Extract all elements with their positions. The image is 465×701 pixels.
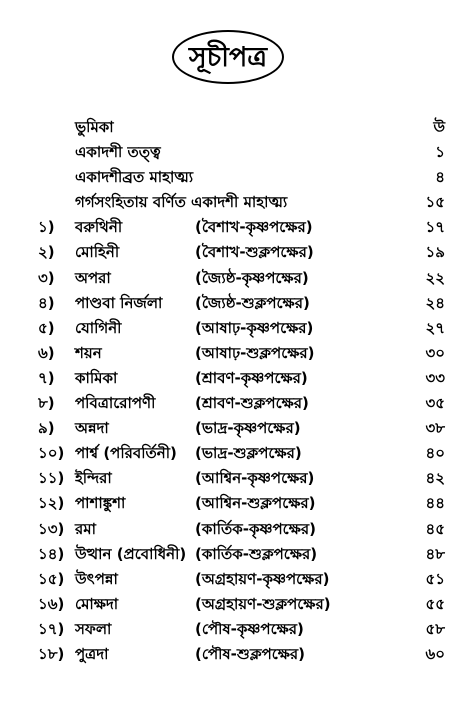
toc-number: ১২) bbox=[38, 494, 65, 513]
toc-number: ১৩) bbox=[38, 519, 65, 538]
toc-number: ১০) bbox=[38, 444, 65, 463]
toc-row-front-1[interactable] bbox=[0, 140, 465, 165]
toc-ekadashi-name: রমা bbox=[75, 519, 96, 538]
toc-number: ৫) bbox=[38, 318, 55, 337]
toc-fortnight: (জ্যৈষ্ঠ-কৃষ্ণপক্ষের) bbox=[195, 268, 309, 287]
toc-number: ১) bbox=[38, 218, 55, 237]
toc-row-4[interactable] bbox=[0, 291, 465, 316]
toc-fortnight: (অগ্রহায়ণ-শুক্লপক্ষের) bbox=[195, 594, 331, 613]
toc-page: ১৭ bbox=[425, 218, 445, 237]
toc-fortnight: (জ্যৈষ্ঠ-শুক্লপক্ষের) bbox=[195, 293, 310, 312]
toc-number: ১৭) bbox=[38, 619, 65, 638]
toc-row-16[interactable] bbox=[0, 592, 465, 617]
toc-row-front-2[interactable] bbox=[0, 165, 465, 190]
toc-page: ৪৫ bbox=[425, 519, 445, 538]
toc-page: ৫৫ bbox=[425, 594, 445, 613]
toc-page: ৬০ bbox=[425, 644, 445, 663]
toc-fortnight: (আশ্বিন-কৃষ্ণপক্ষের) bbox=[195, 469, 315, 488]
toc-ekadashi-name: অন্নদা bbox=[75, 419, 109, 438]
title-oval bbox=[172, 30, 284, 84]
toc-number: ১১) bbox=[38, 469, 65, 488]
toc-ekadashi-name: সফলা bbox=[75, 619, 112, 638]
toc-page: ৫৮ bbox=[425, 619, 445, 638]
toc-number: ৭) bbox=[38, 368, 55, 387]
toc-ekadashi-name: উত্থান (প্রবোধিনী) bbox=[75, 544, 187, 563]
toc-number: ৪) bbox=[38, 293, 55, 312]
toc-label: গর্গসংহিতায় বর্ণিত একাদশী মাহাত্ম্য bbox=[75, 193, 288, 212]
toc-page: ৪৮ bbox=[425, 544, 445, 563]
toc-row-front-0[interactable] bbox=[0, 115, 465, 140]
toc-row-3[interactable] bbox=[0, 266, 465, 291]
toc-number: ৩) bbox=[38, 268, 55, 287]
toc-ekadashi-name: কামিকা bbox=[75, 368, 118, 387]
toc-fortnight: (শ্রাবণ-শুক্লপক্ষের) bbox=[195, 394, 309, 413]
toc-row-5[interactable] bbox=[0, 316, 465, 341]
table-of-contents bbox=[0, 115, 465, 667]
toc-page: ৩৩ bbox=[425, 368, 445, 387]
toc-page: ৪০ bbox=[425, 444, 445, 463]
toc-number: ১৮) bbox=[38, 644, 65, 663]
toc-number: ৮) bbox=[38, 394, 55, 413]
toc-page: ৪৪ bbox=[425, 494, 445, 513]
toc-fortnight: (ভাদ্র-শুক্লপক্ষের) bbox=[195, 444, 302, 463]
toc-page: ৫১ bbox=[425, 569, 445, 588]
toc-ekadashi-name: ইন্দিরা bbox=[75, 469, 112, 488]
toc-row-11[interactable] bbox=[0, 466, 465, 491]
toc-page: ৩৫ bbox=[425, 394, 445, 413]
toc-page: ২৪ bbox=[425, 293, 445, 312]
toc-number: ১৪) bbox=[38, 544, 65, 563]
toc-row-2[interactable] bbox=[0, 240, 465, 265]
toc-fortnight: (বৈশাখ-শুক্লপক্ষের) bbox=[195, 243, 314, 262]
toc-page: ৩০ bbox=[425, 343, 445, 362]
toc-ekadashi-name: অপরা bbox=[75, 268, 111, 287]
toc-label: একাদশী তত্ত্ব bbox=[75, 143, 161, 162]
toc-fortnight: (আষাঢ়-শুক্লপক্ষের) bbox=[195, 343, 315, 362]
toc-page: উ bbox=[433, 118, 445, 136]
toc-number: ৯) bbox=[38, 419, 55, 438]
toc-page: ৩৮ bbox=[425, 419, 445, 438]
toc-row-13[interactable] bbox=[0, 517, 465, 542]
toc-ekadashi-name: পবিত্রারোপণী bbox=[75, 394, 156, 413]
toc-row-14[interactable] bbox=[0, 542, 465, 567]
toc-ekadashi-name: মোহিনী bbox=[75, 243, 120, 262]
toc-row-17[interactable] bbox=[0, 617, 465, 642]
toc-number: ২) bbox=[38, 243, 55, 262]
toc-ekadashi-name: বরুথিনী bbox=[75, 218, 123, 237]
toc-fortnight: (কার্তিক-শুক্লপক্ষের) bbox=[195, 544, 318, 563]
toc-fortnight: (অগ্রহায়ণ-কৃষ্ণপক্ষের) bbox=[195, 569, 330, 588]
toc-page: ২৭ bbox=[425, 318, 445, 337]
toc-ekadashi-name: উৎপন্না bbox=[75, 569, 118, 588]
toc-fortnight: (পৌষ-কৃষ্ণপক্ষের) bbox=[195, 619, 304, 638]
toc-row-9[interactable] bbox=[0, 416, 465, 441]
toc-row-6[interactable] bbox=[0, 341, 465, 366]
toc-ekadashi-name: শয়ন bbox=[75, 343, 102, 362]
toc-label: একাদশীব্রত মাহাত্ম্য bbox=[75, 168, 194, 187]
page-title: সূচীপত্র bbox=[188, 41, 268, 73]
toc-page: ৪২ bbox=[425, 469, 445, 488]
toc-fortnight: (শ্রাবণ-কৃষ্ণপক্ষের) bbox=[195, 368, 308, 387]
toc-page: ২২ bbox=[425, 268, 445, 287]
toc-row-15[interactable] bbox=[0, 567, 465, 592]
toc-row-1[interactable] bbox=[0, 215, 465, 240]
toc-row-12[interactable] bbox=[0, 491, 465, 516]
toc-number: ১৬) bbox=[38, 594, 65, 613]
toc-page: ১৯ bbox=[425, 243, 445, 262]
toc-row-8[interactable] bbox=[0, 391, 465, 416]
toc-ekadashi-name: পুত্রদা bbox=[75, 644, 109, 663]
toc-label: ভুমিকা bbox=[75, 118, 114, 136]
toc-fortnight: (ভাদ্র-কৃষ্ণপক্ষের) bbox=[195, 419, 301, 438]
toc-row-7[interactable] bbox=[0, 366, 465, 391]
toc-page: ৪ bbox=[435, 168, 445, 187]
toc-number: ৬) bbox=[38, 343, 55, 362]
toc-page: ১৫ bbox=[425, 193, 445, 212]
toc-fortnight: (কার্তিক-কৃষ্ণপক্ষের) bbox=[195, 519, 316, 538]
toc-fortnight: (আষাঢ়-কৃষ্ণপক্ষের) bbox=[195, 318, 314, 337]
toc-number: ১৫) bbox=[38, 569, 65, 588]
toc-fortnight: (পৌষ-শুক্লপক্ষের) bbox=[195, 644, 306, 663]
toc-ekadashi-name: মোক্ষদা bbox=[75, 594, 119, 613]
toc-ekadashi-name: পাশাঙ্কুশা bbox=[75, 494, 126, 513]
toc-page: ১ bbox=[435, 143, 445, 162]
toc-row-18[interactable] bbox=[0, 642, 465, 667]
toc-ekadashi-name: যোগিনী bbox=[75, 318, 122, 337]
toc-row-10[interactable] bbox=[0, 441, 465, 466]
toc-ekadashi-name: পার্শ্ব (পরিবর্তিনী) bbox=[75, 444, 177, 463]
toc-row-front-3[interactable] bbox=[0, 190, 465, 215]
toc-ekadashi-name: পাণ্ডবা নির্জলা bbox=[75, 293, 163, 312]
toc-fortnight: (আশ্বিন-শুক্লপক্ষের) bbox=[195, 494, 316, 513]
toc-fortnight: (বৈশাখ-কৃষ্ণপক্ষের) bbox=[195, 218, 313, 237]
